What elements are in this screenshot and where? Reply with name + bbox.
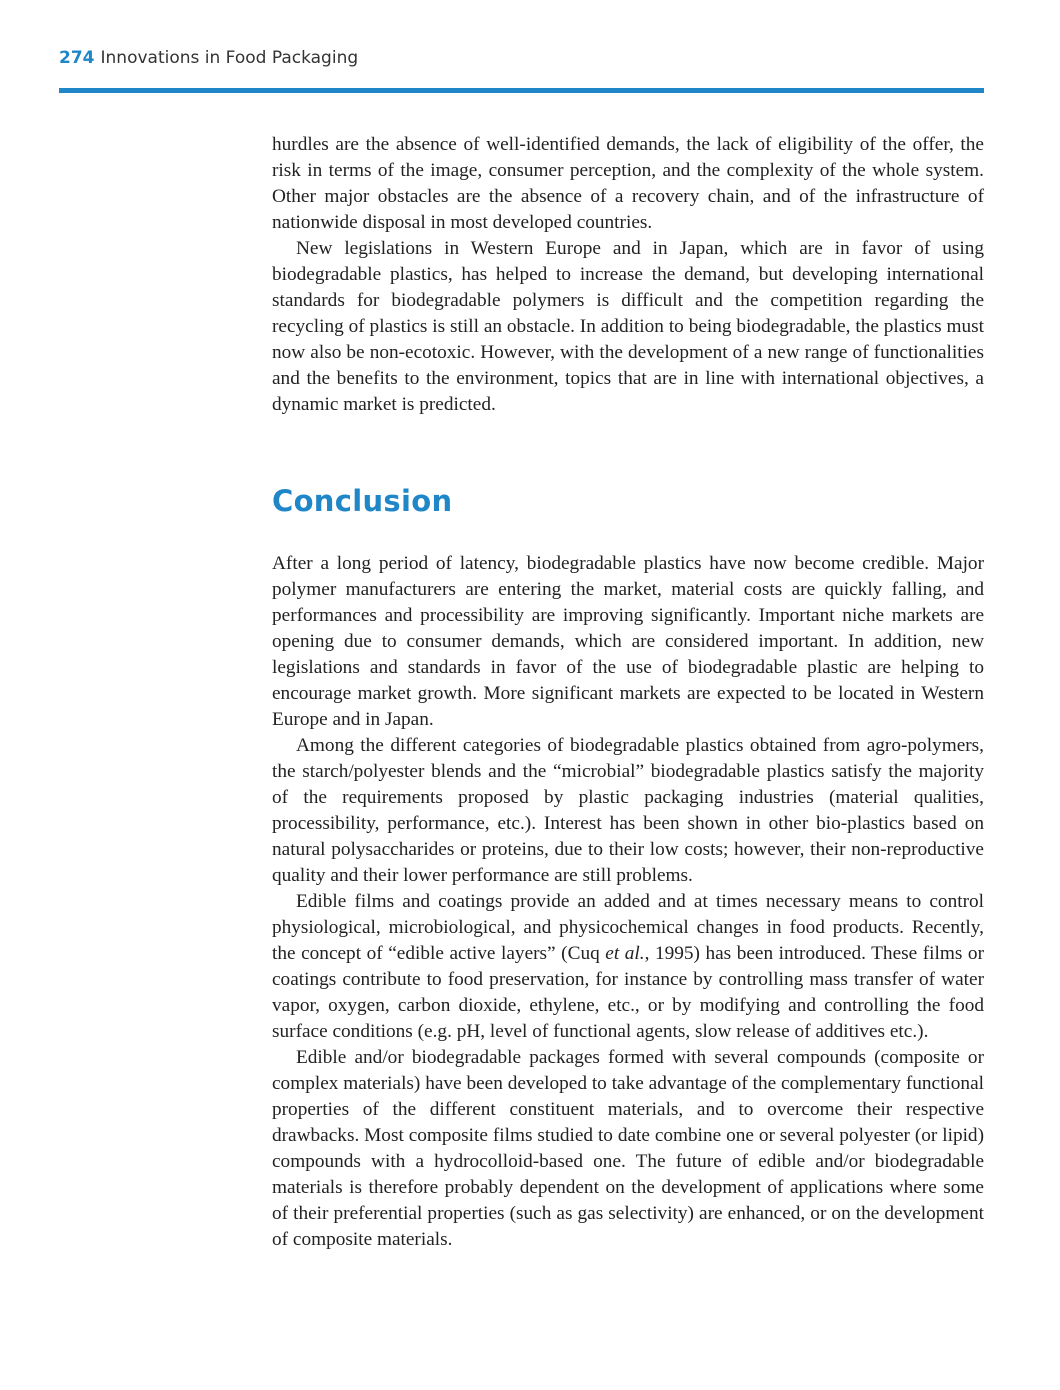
section-heading-conclusion: Conclusion <box>272 484 453 518</box>
intro-paragraph-1: hurdles are the absence of well-identified demands, the lack of eligibility of the offer, the risk in terms of the image, consumer perception, and the complexity of the whole system. Other major obstacles are the absence of a recovery chain, and of the infrastructure of nationwide disposal in most developed countries. <box>272 134 984 233</box>
running-header <box>59 48 358 68</box>
book-title: Innovations in Food Packaging <box>100 48 359 68</box>
conclusion-paragraph-2: Among the different categories of biodegradable plastics obtained from agro-polymers, the starch/polyester blends and the “microbial” biodegradable plastics satisfy the majority of the requirements proposed by plastic packaging industries (material qualities, processibility, performance, etc.). Interest has been shown in other bio-plastics based on natural polysaccharides or proteins, due to their low costs; however, their non-reproductive quality and their lower performance are still problems. <box>272 735 984 886</box>
conclusion-paragraph-3 <box>272 889 984 1045</box>
intro-paragraph-2: New legislations in Western Europe and in Japan, which are in favor of using biodegradable plastics, has helped to increase the demand, but developing international standards for biodegradable polymers is difficult and the competition regarding the recycling of plastics is still an obstacle. In addition to being biodegradable, the plastics must now also be non-ecotoxic. However, with the development of a new range of functionalities and the benefits to the environment, topics that are in line with international objectives, a dynamic market is predicted. <box>272 238 984 415</box>
conclusion-paragraph-4: Edible and/or biodegradable packages formed with several compounds (composite or complex materials) have been developed to take advantage of the complementary functional properties of the different constituent materials, and to overcome their respective drawbacks. Most composite films studied to date combine one or several polyester (or lipid) compounds with a hydrocolloid-based one. The future of edible and/or biodegradable materials is therefore probably dependent on the development of applications where some of their preferential properties (such as gas selectivity) are enhanced, or on the development of composite materials. <box>272 1047 984 1250</box>
conclusion-paragraph-1: After a long period of latency, biodegradable plastics have now become credible. Major polymer manufacturers are entering the market, material costs are quickly falling, and performances and processibility are improving significantly. Important niche markets are opening due to consumer demands, which are considered important. In addition, new legislations and standards in favor of the use of biodegradable plastic are helping to encourage market growth. More significant markets are expected to be located in Western Europe and in Japan. <box>272 553 984 730</box>
header-rule <box>59 88 984 93</box>
paragraph-3-text-after-citation: , 1995) has been introduced. These films or coatings contribute to food preservation, for instance by controlling mass transfer of water vapor, oxygen, carbon dioxide, ethylene, etc., or by modifying and controlling the food surface conditions (e.g. pH, level of functional agents, slow release of additives etc.). <box>272 943 984 1042</box>
conclusion-text-block <box>272 551 984 1253</box>
citation-et-al: et al. <box>605 943 645 964</box>
intro-text-block <box>272 132 984 418</box>
page-number: 274 <box>59 48 95 68</box>
paragraph-3-text-before-citation: Edible films and coatings provide an added and at times necessary means to control physiological, microbiological, and physicochemical changes in food products. Recently, the concept of “edible active layers” (Cuq <box>272 891 984 964</box>
